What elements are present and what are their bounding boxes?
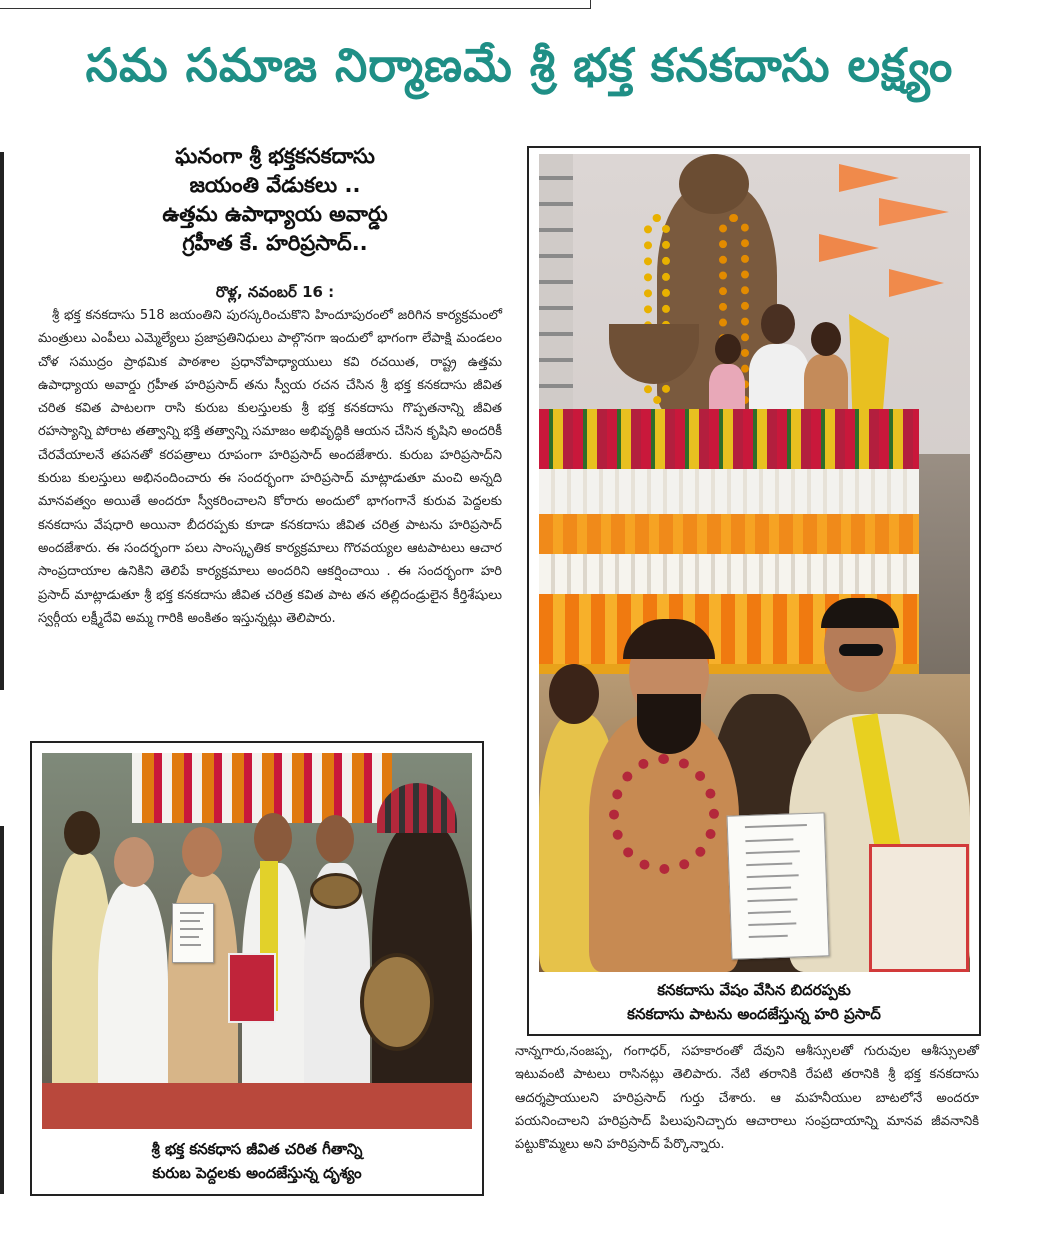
caption-line: కనకదాసు వేషం వేసిన బిదరప్పకు xyxy=(657,981,851,999)
article-continuation xyxy=(515,1040,979,1156)
top-rule xyxy=(0,0,591,9)
article-paragraph: నాన్నగారు,నంజప్ప, గంగాధర్, సహకారంతో దేవుని ఆశీస్సులతో గురువుల ఆశీస్సులతో ఇటువంటి పాటలు రాసినట్లు తెలిపారు. నేటి తరానికి రేపటి తరానికి శ్రీ భక్త కనకదాసు ఆదర్శప్రాయులని హరిప్రసాద్ గుర్తు చేశారు. ఆ మహనీయుల బాటలోనే అందరూ పయనించాలని హరిప్రసాద్ పిలుపునిచ్చారు ఆచారాలు సంప్రదాయాన్ని మానవ జీవనానికి పట్టుకొమ్మలు అని హరిప్రసాద్ పేర్కొన్నారు. xyxy=(515,1044,979,1153)
left-photo-caption xyxy=(32,1137,482,1185)
left-column-rule xyxy=(0,152,4,690)
kanakadasa-costume-photo xyxy=(539,154,970,972)
subheadline-line: ఉత్తమ ఉపాధ్యాయ అవార్డు xyxy=(162,202,388,226)
headline: సమ సమాజ నిర్మాణమే శ్రీ భక్త కనకదాసు లక్ష్యం xyxy=(85,38,954,92)
song-sheet xyxy=(727,812,830,959)
subheadline-line: జయంతి వేడుకలు .. xyxy=(189,173,361,197)
right-photo-caption xyxy=(529,978,979,1026)
subheadline-line: ఘనంగా శ్రీ భక్తకనకదాసు xyxy=(175,144,375,168)
article-body xyxy=(38,304,502,630)
caption-line: కురుబ పెద్దలకు అందజేస్తున్న దృశ్యం xyxy=(152,1164,362,1182)
caption-line: కనకదాసు పాటను అందజేస్తున్న హరి ప్రసాద్ xyxy=(627,1005,881,1023)
subheadline-line: గ్రహీత కే. హరిప్రసాద్.. xyxy=(182,231,368,255)
right-photo-frame xyxy=(527,146,981,1036)
elders-ceremony-photo xyxy=(42,753,472,1129)
left-photo-frame xyxy=(30,741,484,1196)
subheadline xyxy=(40,142,510,258)
caption-line: శ్రీ భక్త కనకధాస జీవిత చరిత గీతాన్ని xyxy=(151,1140,363,1158)
left-column-rule-lower xyxy=(0,826,4,1194)
article-paragraph: శ్రీ భక్త కనకదాసు 518 జయంతిని పురస్కరించుకొని హిందూపురంలో జరిగిన కార్యక్రమంలో మంత్రులు ఎంపీలు ఎమ్మెల్యేలు ప్రజాప్రతినిధులు పాల్గొనగా ఇందులో భాగంగా లేపాక్షి మండలం చోళ సముద్రం ప్రాథమిక పాఠశాల ప్రధానోపాధ్యాయులు కవి రచయిత, రాష్ట్ర ఉత్తమ ఉపాధ్యాయ అవార్డు గ్రహీత హరిప్రసాద్ తను స్వీయ రచన చేసిన శ్రీ భక్త కనకదాసు జీవిత చరిత కవిత పాటలగా రాసి కురుబ కులస్తులకు శ్రీ భక్త కనకదాసు గొప్పతనాన్ని జీవిత రహస్యాన్ని పోరాట తత్వాన్ని భక్తి తత్వాన్ని సమాజం అభివృద్ధికి ఆయన చేసిన కృషిని అందరికీ చేరవేయాలనే తపనతో కరపత్రాలు రూపంగా హరిప్రసాద్ అందజేశారు. కురుబ హరిప్రసాద్‌ని కురుబ కులస్తులు అభినందించారు ఈ సందర్భంగా హరిప్రసాద్ మాట్లాడుతూ మంచి అన్నది మానవత్వం అయితే అందరూ స్వీకరించాలని కోరారు అందులో భాగంగానే కురువ పెద్దలకు కనకదాసు వేషధారి అయినా బీదరప్పకు కూడా కనకదాసు జీవిత చరిత్ర పాటను హరిప్రసాద్ అందజేశారు. ఈ సందర్భంగా పలు సాంస్కృతిక కార్యక్రమాలు గొరవయ్యల ఆటపాటలు ఆచార సాంప్రదాయాల ఉనికిని తెలిపే కార్యక్రమాలు అందరిని ఆకర్షించాయి . ఈ సందర్భంగా హరి ప్రసాద్ మాట్లాడుతూ శ్రీ భక్త కనకదాసు జీవిత చరిత్ర కవిత పాట తన తల్లిదండ్రులైన కీర్తిశేషులు స్వర్గీయ లక్ష్మీదేవి అమ్మ గారికి అంకితం ఇస్తున్నట్లు తెలిపారు. xyxy=(38,308,502,626)
dateline: రొళ్ల, నవంబర్ 16 : xyxy=(215,283,335,301)
song-leaflet xyxy=(172,903,214,963)
